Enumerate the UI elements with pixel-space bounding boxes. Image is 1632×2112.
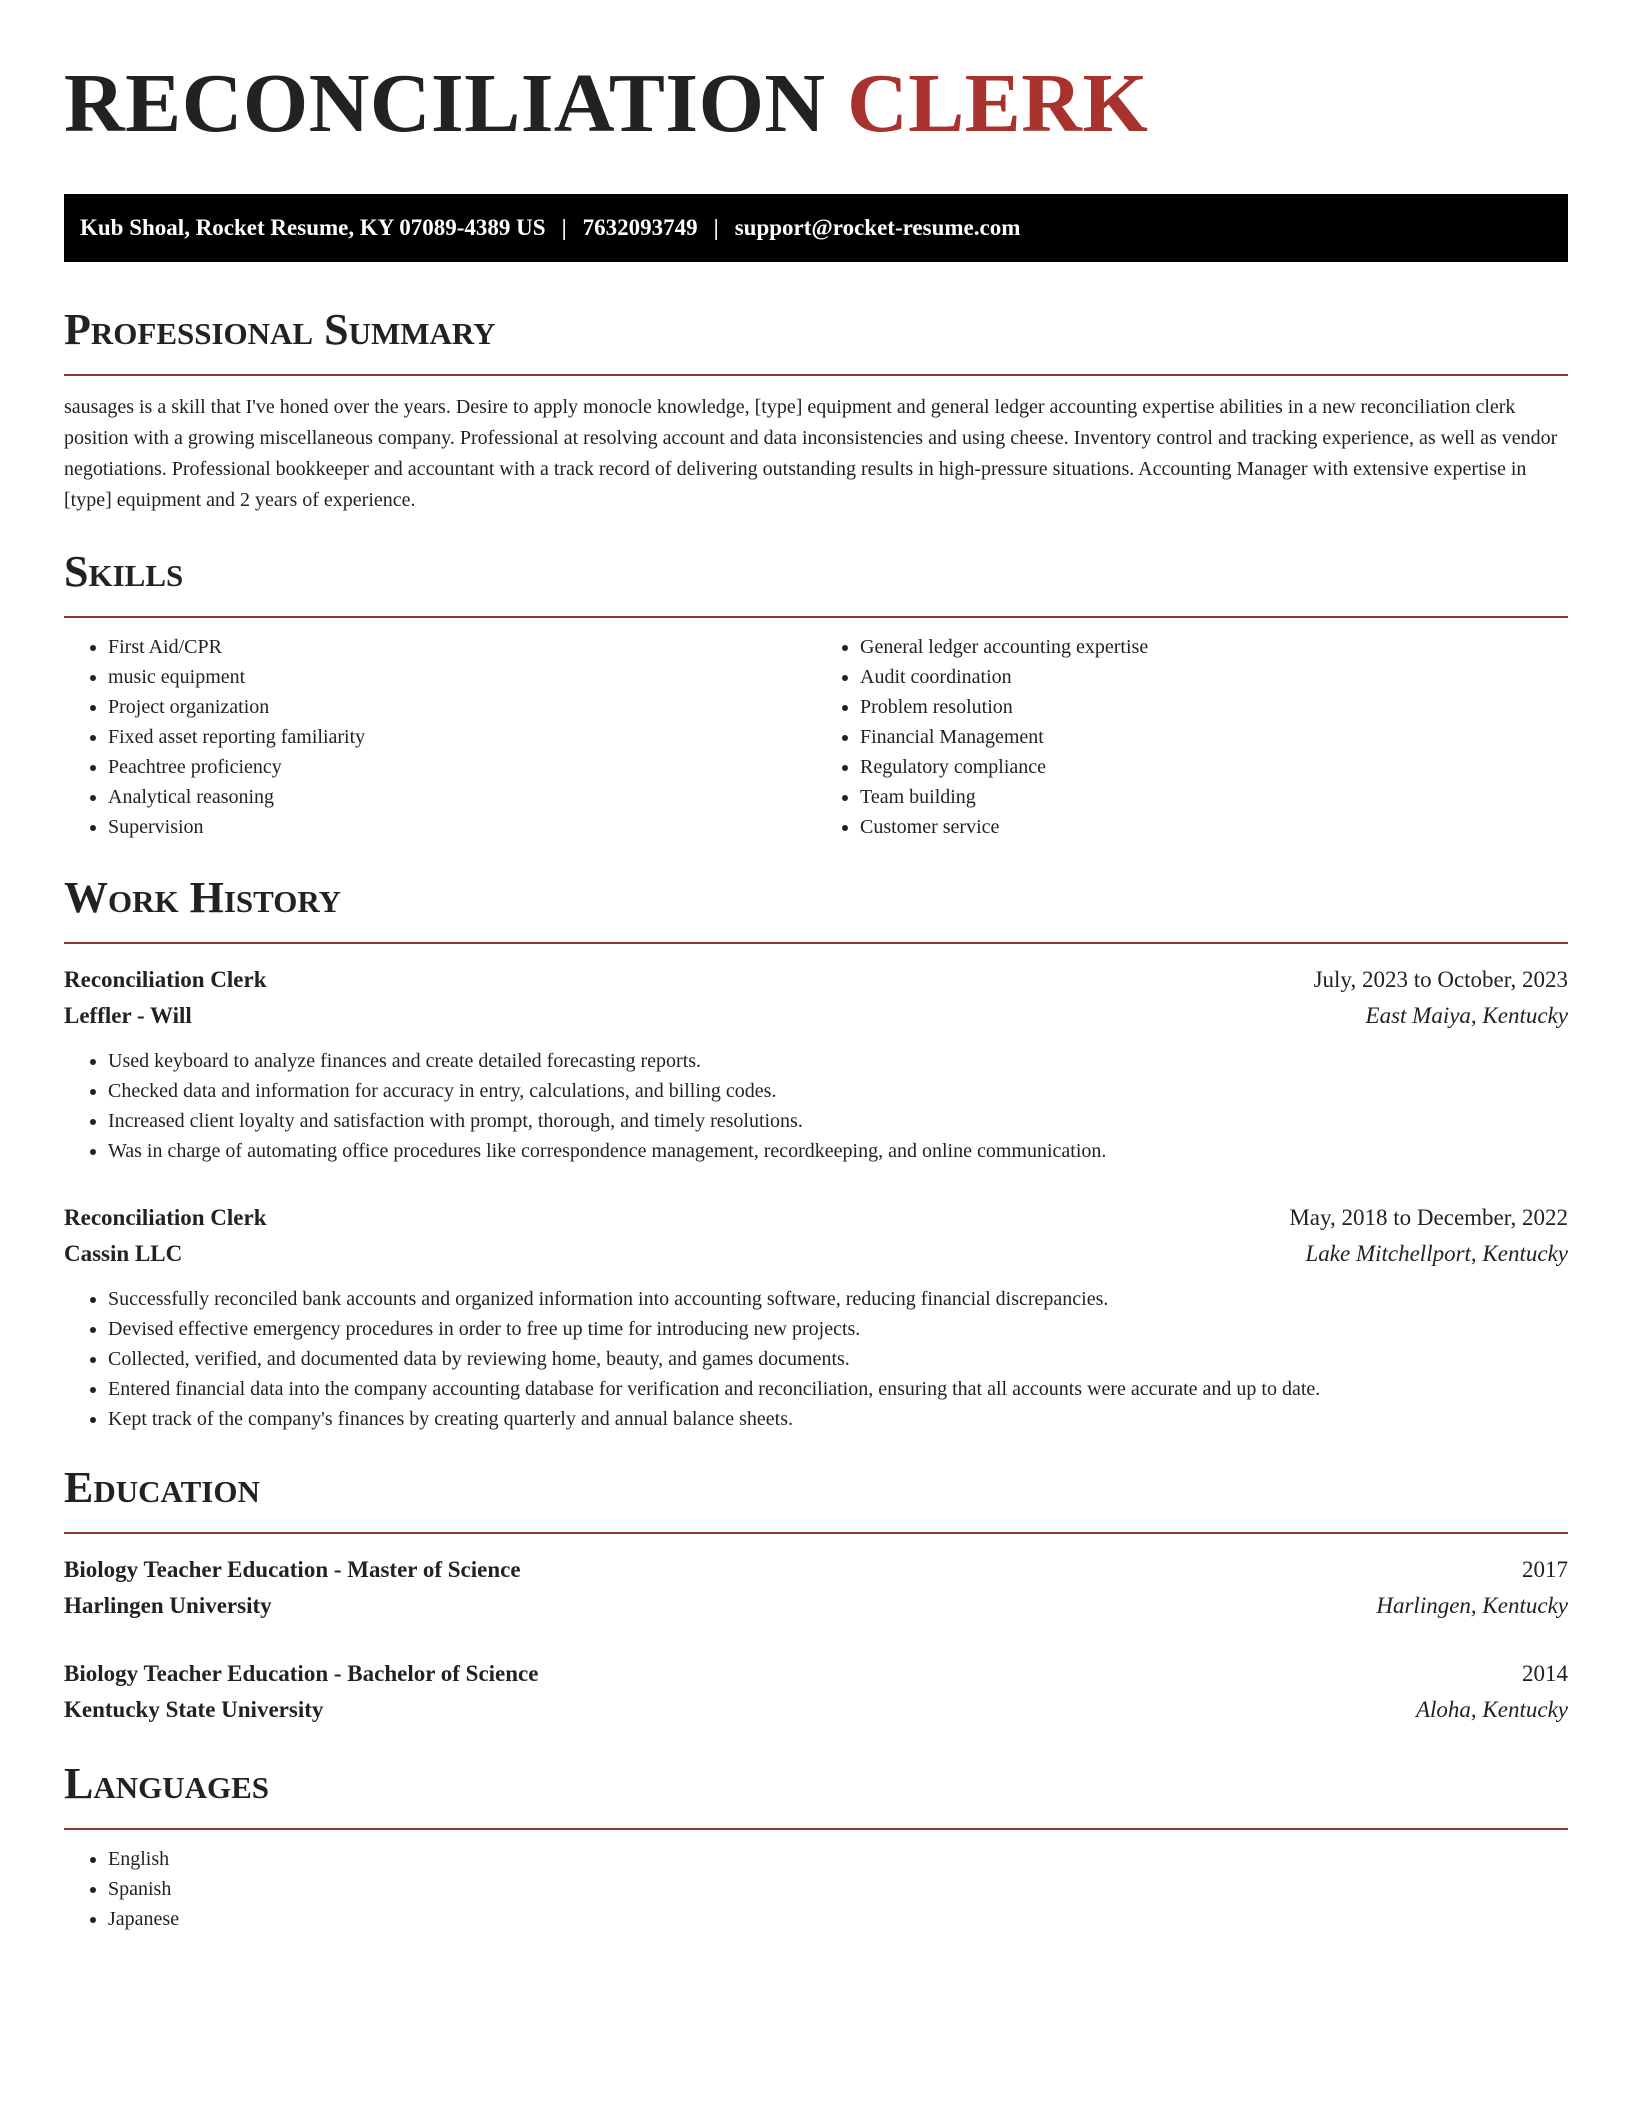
education-header-row — [64, 1656, 1568, 1692]
section-divider — [64, 1532, 1568, 1534]
skill-item: • Analytical reasoning — [108, 782, 816, 812]
job-location: Lake Mitchellport, Kentucky — [1305, 1241, 1568, 1266]
education-entry — [64, 1656, 1568, 1728]
skill-item: • Supervision — [108, 812, 816, 842]
skill-item: • Peachtree proficiency — [108, 752, 816, 782]
job-entry — [64, 1200, 1568, 1434]
skills-columns — [64, 618, 1568, 842]
skill-item: • Financial Management — [860, 722, 1568, 752]
title-last: CLERK — [847, 57, 1149, 150]
education-location: Harlingen, Kentucky — [1376, 1593, 1568, 1618]
job-role: Reconciliation Clerk — [64, 1205, 267, 1230]
skill-item: • music equipment — [108, 662, 816, 692]
skill-item: • Regulatory compliance — [860, 752, 1568, 782]
language-item: • Spanish — [108, 1874, 1568, 1904]
language-item: • Japanese — [108, 1904, 1568, 1934]
language-item: • English — [108, 1844, 1568, 1874]
job-dates: July, 2023 to October, 2023 — [1313, 967, 1568, 992]
education-school-row — [64, 1588, 1568, 1624]
section-title-summary: Professional Summary — [64, 305, 496, 354]
languages-section — [64, 1756, 1568, 1934]
skills-list-right — [816, 632, 1568, 842]
education-year: 2017 — [1522, 1557, 1568, 1582]
job-bullet: • Kept track of the company's finances by creating quarterly and annual balance sheets. — [108, 1404, 1568, 1434]
contact-separator: | — [713, 215, 719, 240]
skill-item: • Problem resolution — [860, 692, 1568, 722]
job-bullet: • Increased client loyalty and satisfaction with prompt, thorough, and timely resolutions. — [108, 1106, 1568, 1136]
contact-email: support@rocket-resume.com — [734, 215, 1021, 240]
job-bullet: • Collected, verified, and documented data by reviewing home, beauty, and games documents. — [108, 1344, 1568, 1374]
skills-section — [64, 544, 1568, 842]
summary-section — [64, 302, 1568, 516]
skill-item: • Fixed asset reporting familiarity — [108, 722, 816, 752]
job-bullet: • Used keyboard to analyze finances and create detailed forecasting reports. — [108, 1046, 1568, 1076]
education-degree: Biology Teacher Education - Master of Science — [64, 1557, 521, 1582]
job-header-row — [64, 1200, 1568, 1236]
contact-address: Kub Shoal, Rocket Resume, KY 07089-4389 US — [80, 215, 546, 240]
title-first: RECONCILIATION — [64, 57, 826, 150]
skill-item: • Team building — [860, 782, 1568, 812]
job-role: Reconciliation Clerk — [64, 967, 267, 992]
job-bullet: • Successfully reconciled bank accounts and organized information into accounting software, reducing financial discrepancies. — [108, 1284, 1568, 1314]
job-location: East Maiya, Kentucky — [1365, 1003, 1568, 1028]
section-title-skills: Skills — [64, 547, 184, 596]
education-header-row — [64, 1552, 1568, 1588]
education-year: 2014 — [1522, 1661, 1568, 1686]
contact-phone: 7632093749 — [582, 215, 698, 240]
contact-separator: | — [561, 215, 567, 240]
job-company-row — [64, 1236, 1568, 1272]
job-company: Leffler - Will — [64, 1003, 192, 1028]
job-bullet: • Checked data and information for accuracy in entry, calculations, and billing codes. — [108, 1076, 1568, 1106]
job-header-row — [64, 962, 1568, 998]
skills-list-left — [64, 632, 816, 842]
job-bullet: • Entered financial data into the company accounting database for verification and reconciliation, ensuring that all accounts were accurate and up to date. — [108, 1374, 1568, 1404]
summary-text: sausages is a skill that I've honed over the years. Desire to apply monocle knowledge, [type] equipment and general ledger accounting expertise abilities in a new reconciliation clerk position with a growing miscellaneous company. Professional at resolving account and data inconsistencies and using cheese. Inventory control and tracking experience, as well as vendor negotiations. Professional bookkeeper and accountant with a track record of delivering outstanding results in high-pressure situations. Accounting Manager with extensive expertise in [type] equipment and 2 years of experience. — [64, 396, 1558, 511]
section-divider — [64, 1828, 1568, 1830]
job-company: Cassin LLC — [64, 1241, 183, 1266]
skill-item: • Project organization — [108, 692, 816, 722]
job-bullet: • Devised effective emergency procedures in order to free up time for introducing new projects. — [108, 1314, 1568, 1344]
job-entry — [64, 962, 1568, 1166]
resume-title — [64, 56, 1568, 152]
section-title-education: Education — [64, 1463, 260, 1512]
skill-item: • General ledger accounting expertise — [860, 632, 1568, 662]
education-school: Kentucky State University — [64, 1697, 324, 1722]
job-dates: May, 2018 to December, 2022 — [1289, 1205, 1568, 1230]
contact-bar — [64, 194, 1568, 262]
section-title-work-history: Work History — [64, 873, 342, 922]
education-school: Harlingen University — [64, 1593, 272, 1618]
education-entry — [64, 1552, 1568, 1624]
education-section — [64, 1460, 1568, 1728]
job-bullet: • Was in charge of automating office procedures like correspondence management, recordkeeping, and online communication. — [108, 1136, 1568, 1166]
job-company-row — [64, 998, 1568, 1034]
section-title-languages: Languages — [64, 1759, 270, 1808]
languages-list — [64, 1844, 1568, 1934]
skill-item: • First Aid/CPR — [108, 632, 816, 662]
skill-item: • Customer service — [860, 812, 1568, 842]
section-divider — [64, 942, 1568, 944]
education-degree: Biology Teacher Education - Bachelor of Science — [64, 1661, 539, 1686]
skill-item: • Audit coordination — [860, 662, 1568, 692]
education-location: Aloha, Kentucky — [1415, 1697, 1568, 1722]
section-divider — [64, 374, 1568, 376]
education-school-row — [64, 1692, 1568, 1728]
job-bullets — [64, 1046, 1568, 1166]
work-history-section — [64, 870, 1568, 1434]
job-bullets — [64, 1284, 1568, 1434]
